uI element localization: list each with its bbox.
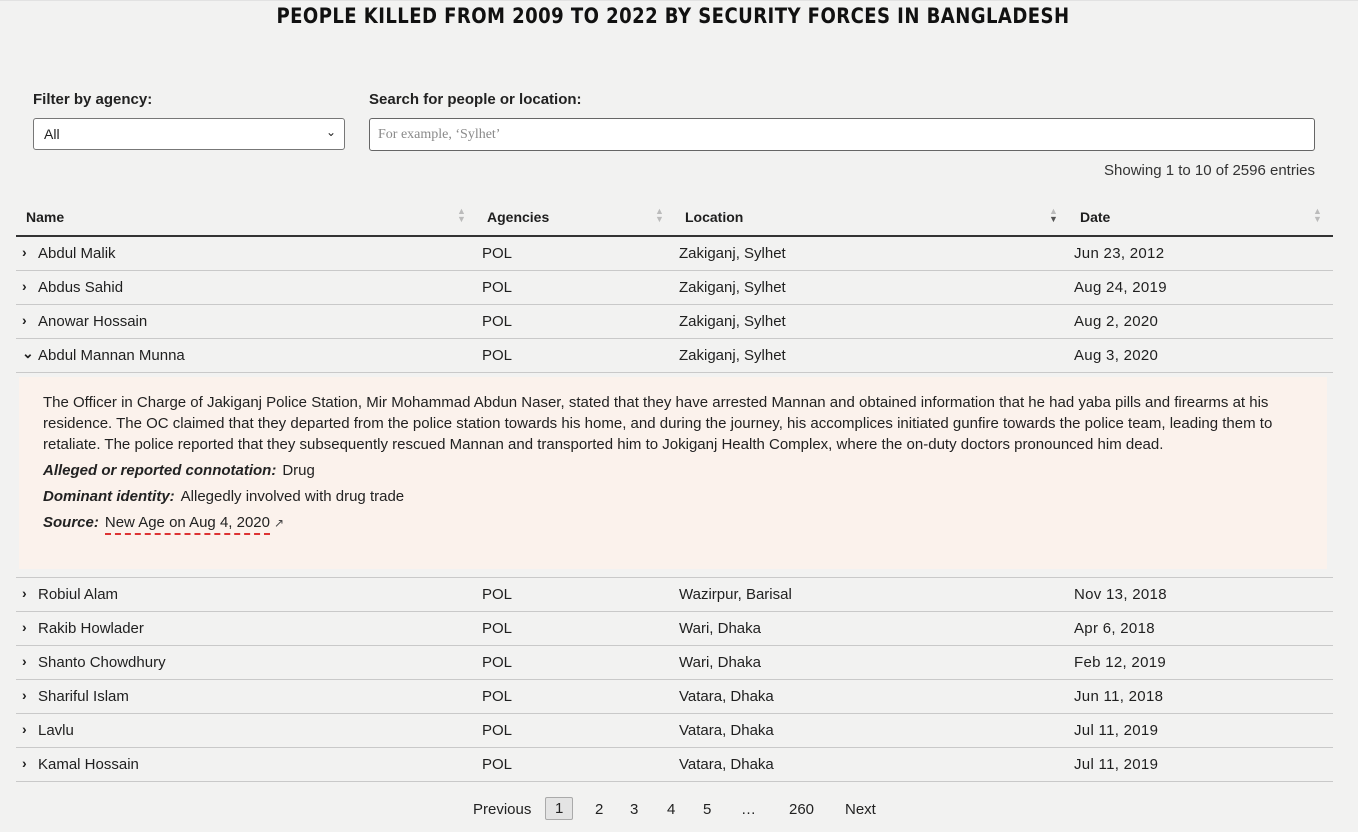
top-divider — [0, 0, 1358, 1]
page-button-current[interactable]: 1 — [545, 797, 573, 820]
cell-date: Aug 24, 2019 — [1074, 279, 1167, 296]
cell-agency: POL — [482, 347, 513, 364]
cell-agency: POL — [482, 756, 513, 773]
cell-name: Lavlu — [38, 722, 74, 739]
table-row[interactable] — [16, 680, 1333, 714]
identity-value: Allegedly involved with drug trade — [180, 488, 405, 505]
external-link-icon[interactable]: ↗ — [274, 516, 285, 530]
table-row[interactable] — [16, 305, 1333, 339]
chevron-right-icon[interactable]: › — [22, 278, 27, 294]
sort-icon[interactable]: ▲ ▼ — [1313, 206, 1322, 224]
cell-agency: POL — [482, 279, 513, 296]
cell-name: Kamal Hossain — [38, 756, 139, 773]
source-label: Source: — [43, 514, 99, 531]
cell-location: Zakiganj, Sylhet — [679, 347, 786, 364]
cell-name: Rakib Howlader — [38, 620, 144, 637]
row-detail-panel — [16, 373, 1333, 578]
table-row[interactable] — [16, 646, 1333, 680]
chevron-right-icon[interactable]: › — [22, 755, 27, 771]
sort-desc-icon[interactable]: ▲ ▼ — [1049, 206, 1058, 224]
cell-date: Aug 3, 2020 — [1074, 347, 1159, 364]
detail-source — [43, 512, 1303, 534]
previous-button[interactable]: Previous — [473, 801, 532, 818]
cell-location: Zakiganj, Sylhet — [679, 313, 786, 330]
page-button-last[interactable]: 260 — [789, 801, 815, 818]
detail-identity — [43, 486, 1303, 507]
page-button[interactable]: 2 — [595, 801, 604, 818]
page-title: PEOPLE KILLED FROM 2009 TO 2022 BY SECURITY FORCES IN BANGLADESH — [276, 4, 1070, 28]
cell-location: Wari, Dhaka — [679, 654, 761, 671]
cell-location: Vatara, Dhaka — [679, 722, 774, 739]
detail-description: The Officer in Charge of Jakiganj Police Station, Mir Mohammad Abdun Naser, stated that they have arrested Mannan and obtained information that he had yaba pills and firearms at his residence. The OC claimed that they departed from the police station towards his home, and during the journey, his accomplices initiated gunfire towards the police team, leading them to retaliate. The police reported that they subsequently rescued Mannan and transported him to Jokiganj Health Complex, where the on-duty doctors pronounced him dead. — [43, 394, 1273, 453]
chevron-right-icon[interactable]: › — [22, 619, 27, 635]
connotation-value: Drug — [282, 462, 315, 479]
page-button[interactable]: 5 — [703, 801, 712, 818]
table-row-expanded[interactable] — [16, 339, 1333, 373]
page-button[interactable]: 3 — [630, 801, 639, 818]
cell-date: Jun 11, 2018 — [1074, 688, 1164, 705]
column-header-date[interactable]: Date — [1080, 209, 1111, 225]
cell-location: Zakiganj, Sylhet — [679, 279, 786, 296]
cell-name: Abdul Malik — [38, 245, 116, 262]
cell-date: Jul 11, 2019 — [1074, 756, 1159, 773]
cell-name: Robiul Alam — [38, 586, 119, 603]
table-row[interactable] — [16, 612, 1333, 646]
filter-label: Filter by agency: — [33, 91, 153, 108]
chevron-right-icon[interactable]: › — [22, 244, 27, 260]
cell-date: Aug 2, 2020 — [1074, 313, 1159, 330]
chevron-right-icon[interactable]: › — [22, 653, 27, 669]
source-link[interactable]: New Age on Aug 4, 2020 — [105, 514, 270, 535]
cell-agency: POL — [482, 688, 513, 705]
cell-date: Nov 13, 2018 — [1074, 586, 1167, 603]
cell-name: Anowar Hossain — [38, 313, 148, 330]
cell-agency: POL — [482, 245, 513, 262]
cell-name: Shanto Chowdhury — [38, 654, 166, 671]
table-row[interactable] — [16, 714, 1333, 748]
agency-filter-select[interactable] — [33, 118, 345, 150]
chevron-right-icon[interactable]: › — [22, 585, 27, 601]
cell-location: Zakiganj, Sylhet — [679, 245, 786, 262]
sort-icon[interactable]: ▲ ▼ — [457, 206, 466, 224]
chevron-down-icon: ⌄ — [325, 125, 336, 139]
cell-location: Vatara, Dhaka — [679, 688, 774, 705]
cell-location: Wazirpur, Barisal — [679, 586, 792, 603]
cell-location: Vatara, Dhaka — [679, 756, 774, 773]
cell-agency: POL — [482, 722, 513, 739]
table-row[interactable] — [16, 748, 1333, 782]
identity-label: Dominant identity: — [43, 488, 175, 505]
cell-agency: POL — [482, 586, 513, 603]
cell-location: Wari, Dhaka — [679, 620, 761, 637]
pagination — [0, 797, 1358, 823]
detail-connotation — [43, 460, 1303, 481]
column-header-agencies[interactable]: Agencies — [487, 209, 550, 225]
cell-date: Apr 6, 2018 — [1074, 620, 1155, 637]
entries-info: Showing 1 to 10 of 2596 entries — [1104, 162, 1315, 179]
cell-agency: POL — [482, 313, 513, 330]
results-table — [16, 199, 1333, 782]
detail-content — [19, 377, 1327, 569]
chevron-down-icon[interactable]: ⌄ — [22, 345, 34, 361]
cell-date: Jul 11, 2019 — [1074, 722, 1159, 739]
search-label: Search for people or location: — [369, 91, 582, 108]
table-row[interactable] — [16, 271, 1333, 305]
connotation-label: Alleged or reported connotation: — [43, 462, 277, 479]
sort-icon[interactable]: ▲ ▼ — [655, 206, 664, 224]
cell-name: Abdus Sahid — [38, 279, 124, 296]
pagination-ellipsis: … — [741, 801, 756, 818]
chevron-right-icon[interactable]: › — [22, 312, 27, 328]
next-button[interactable]: Next — [845, 801, 876, 818]
agency-filter-value: All — [44, 126, 60, 142]
cell-name: Abdul Mannan Munna — [38, 347, 185, 364]
chevron-right-icon[interactable]: › — [22, 687, 27, 703]
cell-date: Feb 12, 2019 — [1074, 654, 1167, 671]
search-input[interactable] — [369, 118, 1315, 151]
table-header — [16, 199, 1333, 237]
column-header-location[interactable]: Location — [685, 209, 744, 225]
table-row[interactable] — [16, 237, 1333, 271]
cell-agency: POL — [482, 620, 513, 637]
column-header-name[interactable]: Name — [26, 209, 65, 225]
cell-name: Shariful Islam — [38, 688, 129, 705]
cell-agency: POL — [482, 654, 513, 671]
table-row[interactable] — [16, 578, 1333, 612]
chevron-right-icon[interactable]: › — [22, 721, 27, 737]
page-button[interactable]: 4 — [667, 801, 676, 818]
cell-date: Jun 23, 2012 — [1074, 245, 1165, 262]
